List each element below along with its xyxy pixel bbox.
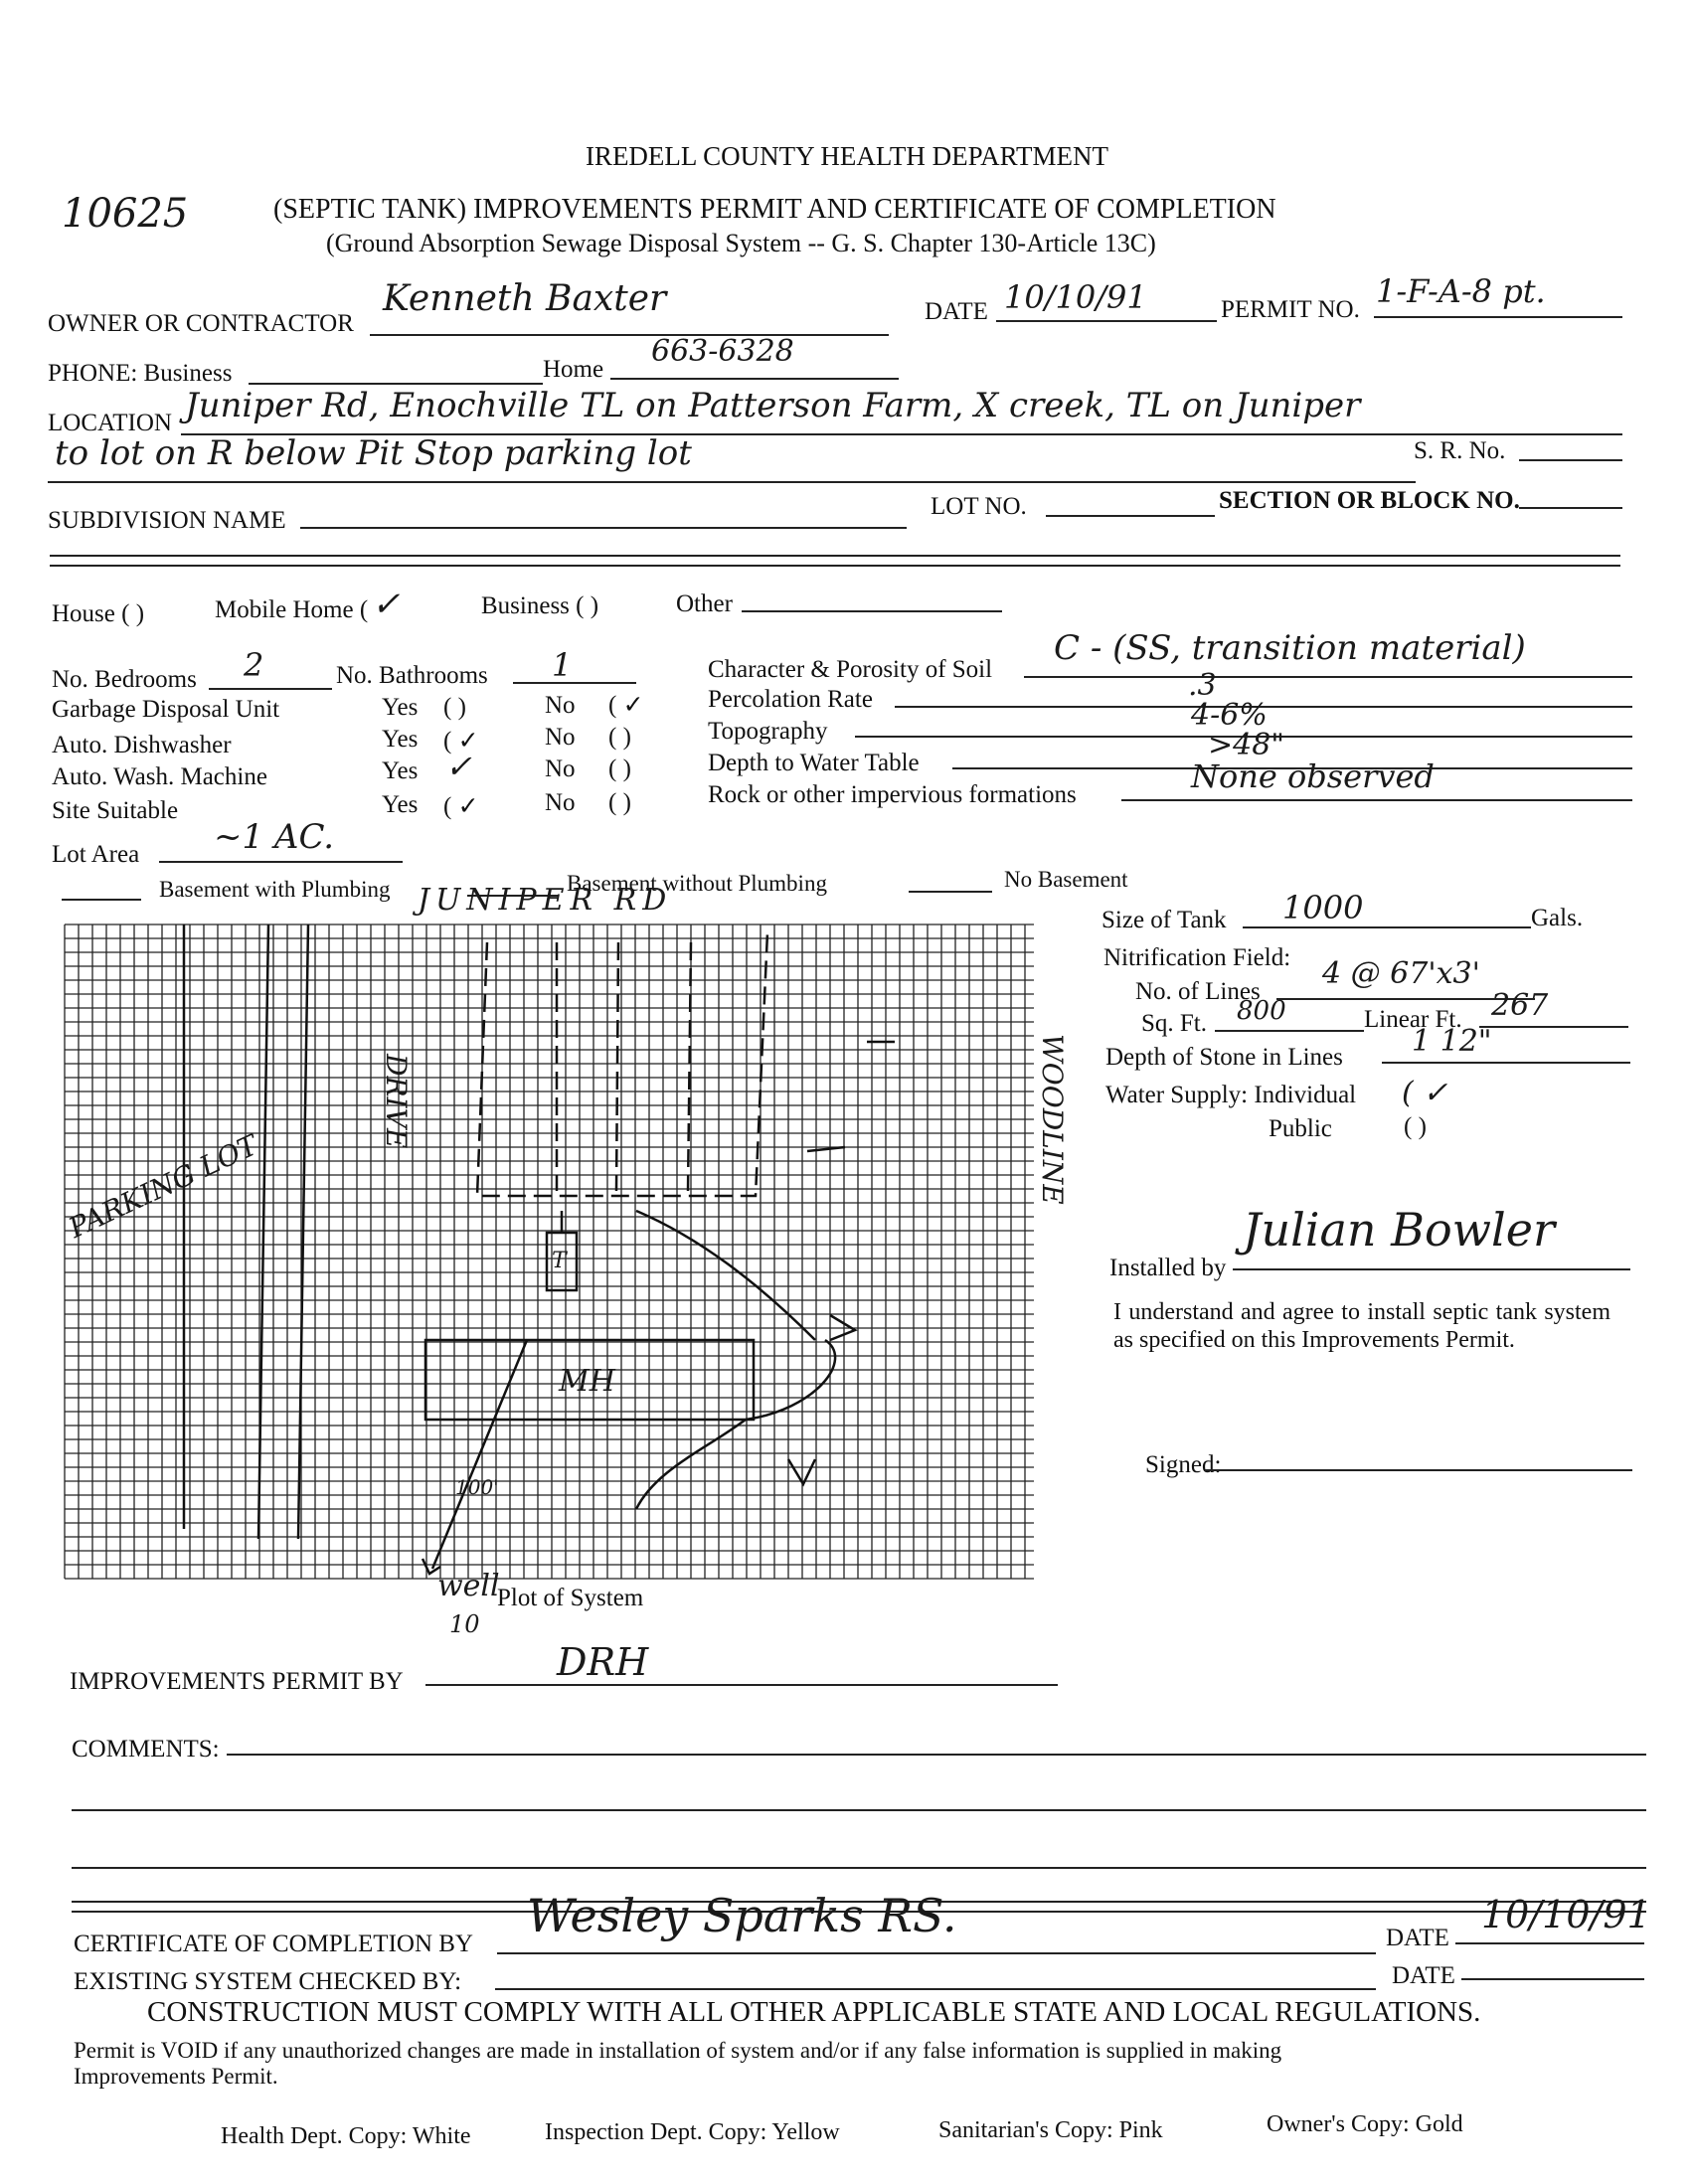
lines-value: 4 @ 67'x3' [1322, 956, 1480, 991]
certificate-date-line [1455, 1942, 1644, 1944]
tank-size-label: Size of Tank [1101, 907, 1227, 933]
certificate-line [497, 1952, 1376, 1954]
location-value-2: to lot on R below Pit Stop parking lot [55, 433, 692, 473]
copy-inspection: Inspection Dept. Copy: Yellow [545, 2119, 840, 2145]
distance-label: 100' [455, 1475, 499, 1499]
comments-line-1 [227, 1754, 1646, 1756]
soil-character-value: C - (SS, transition material) [1054, 628, 1526, 668]
linear-value: 267 [1491, 988, 1549, 1023]
permit-by-value: DRH [557, 1640, 649, 1684]
dishwasher-label: Auto. Dishwasher [52, 732, 232, 758]
garbage-no-label: No [545, 692, 576, 719]
certificate-date-value: 10/10/91 [1481, 1893, 1651, 1936]
mobile-home-check: ✓ [372, 585, 401, 624]
sqft-label: Sq. Ft. [1141, 1010, 1208, 1037]
washer-no-box: ( ) [608, 756, 631, 782]
signed-line [1205, 1469, 1632, 1471]
perc-label: Percolation Rate [708, 686, 873, 713]
sr-no-line [1519, 459, 1622, 461]
business-option: Business ( ) [481, 592, 599, 619]
washer-yes-label: Yes [382, 757, 419, 784]
topography-value: 4-6% [1191, 698, 1268, 733]
existing-line [495, 1988, 1376, 1990]
phone-business-label: PHONE: Business [48, 360, 233, 387]
plot-caption: Plot of System [497, 1585, 644, 1611]
sr-no-label: S. R. No. [1414, 437, 1506, 464]
public-box: ( ) [1404, 1113, 1427, 1140]
bedrooms-label: No. Bedrooms [52, 666, 197, 693]
bathrooms-line [513, 682, 636, 684]
permit-value: 1-F-A-8 pt. [1376, 272, 1546, 310]
garbage-yes-box: ( ) [443, 694, 466, 721]
other-label: Other [676, 590, 733, 617]
garbage-no-box: ( ✓ [608, 692, 644, 719]
sqft-line [1215, 1030, 1364, 1032]
soil-character-label: Character & Porosity of Soil [708, 656, 993, 683]
certificate-value: Wesley Sparks RS. [527, 1889, 957, 1942]
lot-no-line [1046, 515, 1215, 517]
tank-size-line [1243, 926, 1531, 928]
site-no-label: No [545, 789, 576, 816]
dishwasher-no-label: No [545, 724, 576, 751]
basement-with-label: Basement with Plumbing [159, 877, 391, 902]
owner-value: Kenneth Baxter [383, 278, 667, 319]
rock-value: None observed [1191, 757, 1435, 795]
agreement-text: I understand and agree to install septic tank system as specified on this Improvements Permit. [1113, 1299, 1610, 1353]
comments-label: COMMENTS: [72, 1736, 220, 1763]
other-line [742, 610, 1002, 612]
existing-date-label: DATE [1392, 1962, 1455, 1989]
site-yes-label: Yes [382, 791, 419, 818]
installed-by-line [1233, 1268, 1630, 1270]
form-title: (SEPTIC TANK) IMPROVEMENTS PERMIT AND CERTIFICATE OF COMPLETION [273, 194, 1276, 225]
section-line [1519, 507, 1622, 509]
lot-area-value: ~1 AC. [214, 817, 335, 857]
phone-home-line [610, 378, 899, 380]
divider-top-1 [50, 555, 1620, 557]
tank-size-value: 1000 [1282, 889, 1364, 926]
water-individual-check: ( ✓ [1402, 1076, 1448, 1110]
location-label: LOCATION [48, 410, 172, 436]
permit-by-label: IMPROVEMENTS PERMIT BY [70, 1668, 404, 1695]
construction-notice: CONSTRUCTION MUST COMPLY WITH ALL OTHER APPLICABLE STATE AND LOCAL REGULATIONS. [147, 1996, 1481, 2028]
site-no-box: ( ) [608, 789, 631, 816]
installed-by-label: Installed by [1109, 1255, 1227, 1281]
certificate-label: CERTIFICATE OF COMPLETION BY [74, 1931, 473, 1957]
lines-label: No. of Lines [1135, 978, 1261, 1005]
linear-label: Linear Ft. [1364, 1006, 1462, 1033]
mh-label: MH [559, 1364, 615, 1399]
permit-line [1374, 316, 1622, 318]
woodline-label: WOODLINE [1036, 1034, 1069, 1205]
water-table-value: >48" [1208, 728, 1285, 762]
basement-without-label: Basement without Plumbing [567, 871, 827, 896]
owner-label: OWNER OR CONTRACTOR [48, 310, 354, 337]
well-label: well [437, 1569, 500, 1603]
parking-label: PARKING LOT [64, 1128, 263, 1245]
date-value: 10/10/91 [1004, 278, 1147, 316]
permit-label: PERMIT NO. [1221, 296, 1360, 323]
form-subtitle: (Ground Absorption Sewage Disposal System -- G. S. Chapter 130-Article 13C) [326, 229, 1156, 257]
no-basement-line [909, 891, 992, 893]
linear-line [1479, 1026, 1628, 1028]
divider-top-2 [50, 565, 1620, 567]
phone-home-label: Home [543, 356, 604, 383]
well-box-value: 10 [449, 1610, 480, 1638]
gals-label: Gals. [1531, 905, 1584, 931]
soil-character-line [1024, 676, 1632, 678]
drive-line-2 [298, 924, 308, 1539]
stone-depth-value: 1 12" [1412, 1024, 1492, 1059]
bathrooms-value: 1 [552, 646, 573, 684]
comments-line-2 [72, 1809, 1646, 1811]
owner-line [370, 334, 889, 336]
void-notice-2: Improvements Permit. [74, 2064, 278, 2089]
lot-area-line [159, 861, 403, 863]
garbage-label: Garbage Disposal Unit [52, 696, 280, 723]
comments-line-3 [72, 1867, 1646, 1869]
bathrooms-label: No. Bathrooms [336, 662, 488, 689]
lot-area-label: Lot Area [52, 841, 140, 868]
public-label: Public [1269, 1115, 1332, 1142]
subdivision-label: SUBDIVISION NAME [48, 507, 286, 534]
location-line-2 [48, 481, 1416, 483]
dishwasher-no-box: ( ) [608, 724, 631, 751]
rock-label: Rock or other impervious formations [708, 781, 1077, 808]
installed-by-value: Julian Bowler [1243, 1203, 1555, 1257]
stone-depth-line [1382, 1062, 1630, 1064]
topography-label: Topography [708, 718, 828, 745]
water-supply-label: Water Supply: Individual [1105, 1082, 1357, 1108]
site-suitable-label: Site Suitable [52, 797, 179, 824]
existing-label: EXISTING SYSTEM CHECKED BY: [74, 1968, 462, 1995]
water-line-2 [746, 1340, 835, 1420]
department-title: IREDELL COUNTY HEALTH DEPARTMENT [585, 141, 1109, 171]
existing-date-line [1461, 1978, 1644, 1980]
washer-yes-check: ✓ [445, 748, 472, 785]
date-label: DATE [925, 298, 988, 325]
well-distance-line [432, 1340, 527, 1569]
drive-label: DRIVE [380, 1054, 413, 1149]
copy-owner: Owner's Copy: Gold [1267, 2111, 1463, 2137]
water-table-label: Depth to Water Table [708, 750, 920, 776]
location-value-1: Juniper Rd, Enochville TL on Patterson Farm, X creek, TL on Juniper [185, 386, 1361, 425]
copy-health: Health Dept. Copy: White [221, 2123, 471, 2149]
tank-label: T [552, 1249, 567, 1273]
phone-home-value: 663-6328 [651, 334, 794, 369]
road-label: JUNIPER RD [418, 883, 673, 918]
sqft-value: 800 [1237, 996, 1286, 1026]
signed-label: Signed: [1145, 1451, 1222, 1478]
house-option: House ( ) [52, 600, 145, 627]
no-basement-label: No Basement [1004, 867, 1128, 892]
phone-business-line [249, 383, 543, 385]
bedrooms-line [209, 688, 332, 690]
washer-no-label: No [545, 756, 576, 782]
mobile-home-option: Mobile Home ( [215, 596, 369, 623]
basement-with-line [62, 899, 141, 901]
stone-depth-label: Depth of Stone in Lines [1105, 1044, 1343, 1071]
washer-label: Auto. Wash. Machine [52, 763, 267, 790]
garbage-yes-label: Yes [382, 694, 419, 721]
dishwasher-yes-box: ( ✓ [443, 728, 479, 755]
date-line [996, 320, 1217, 322]
subdivision-line [300, 527, 907, 529]
certificate-date-label: DATE [1386, 1925, 1449, 1951]
site-yes-box: ( ✓ [443, 793, 479, 820]
permit-by-line [425, 1684, 1058, 1686]
nitrification-label: Nitrification Field: [1103, 944, 1291, 971]
lot-no-label: LOT NO. [931, 493, 1027, 520]
perc-value: .3 [1188, 668, 1217, 703]
void-notice: Permit is VOID if any unauthorized changes are made in installation of system and/or if any false information is supplied in making [74, 2038, 1282, 2063]
dishwasher-yes-label: Yes [382, 726, 419, 753]
rock-line [1121, 799, 1632, 801]
file-number: 10625 [62, 191, 189, 237]
section-label: SECTION OR BLOCK NO. [1219, 487, 1520, 514]
bedrooms-value: 2 [244, 646, 264, 684]
copy-sanitarian: Sanitarian's Copy: Pink [938, 2117, 1163, 2143]
